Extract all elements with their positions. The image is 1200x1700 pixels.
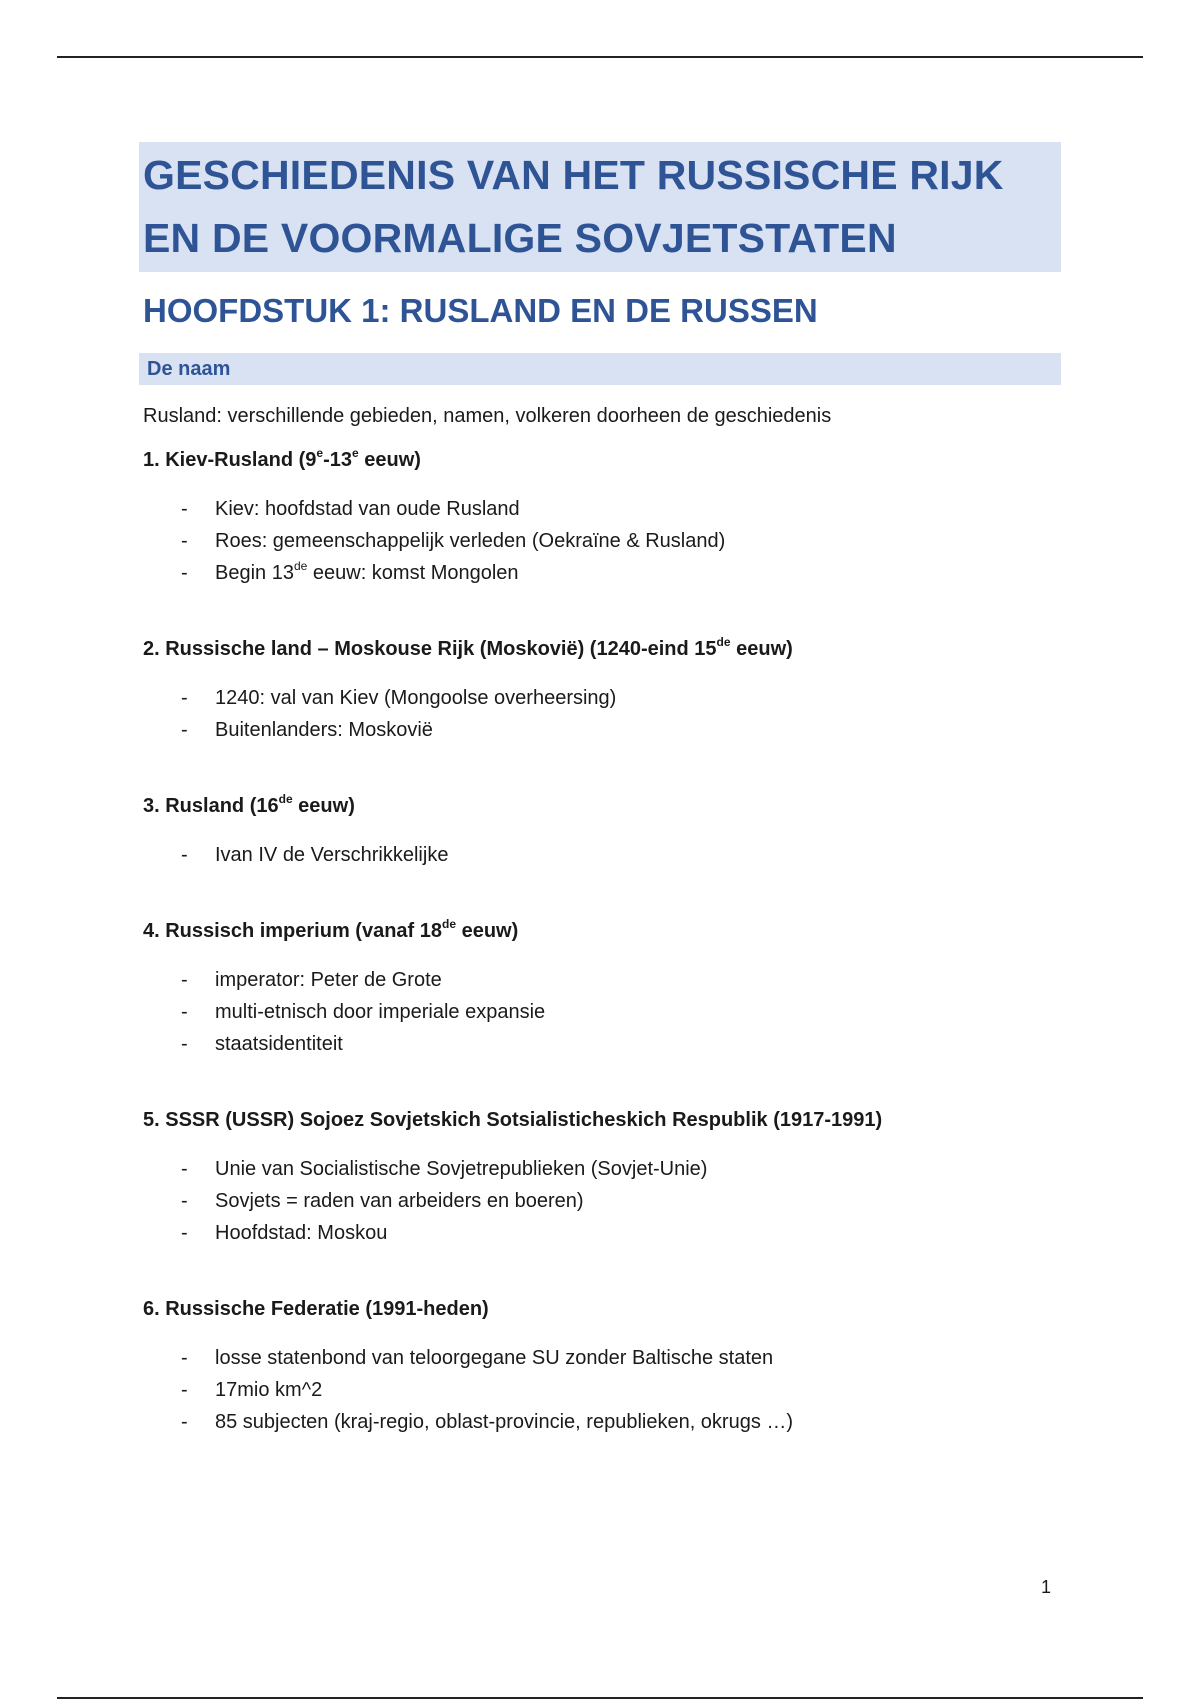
- header-rule: [57, 56, 1143, 58]
- bullet-item: - Sovjets = raden van arbeiders en boeren): [139, 1185, 1061, 1217]
- bullet-item: - Begin 13de eeuw: komst Mongolen: [139, 557, 1061, 589]
- list-item-russische-federatie: [139, 1295, 1061, 1438]
- page-number: 1: [1041, 1577, 1052, 1597]
- bullet-marker: -: [181, 1033, 188, 1055]
- bullet-list: [139, 1342, 1061, 1438]
- bullet-list: [139, 682, 1061, 746]
- item-heading: 5. SSSR (USSR) Sojoez Sovjetskich Sotsialisticheskich Respublik (1917-1991): [143, 1109, 883, 1131]
- bullet-marker: -: [181, 969, 188, 991]
- item-heading: 6. Russische Federatie (1991-heden): [143, 1298, 489, 1320]
- bullet-item: - imperator: Peter de Grote: [139, 964, 1061, 996]
- bullet-marker: -: [181, 1190, 188, 1212]
- footer-rule: [57, 1697, 1143, 1699]
- item-heading: 4. Russisch imperium (vanaf 18de eeuw): [143, 917, 519, 942]
- bullet-item: - multi-etnisch door imperiale expansie: [139, 996, 1061, 1028]
- bullet-item: - losse statenbond van teloorgegane SU zonder Baltische staten: [139, 1342, 1061, 1374]
- bullet-marker: -: [181, 498, 188, 520]
- page-content: [139, 142, 1061, 1438]
- item-heading: 1. Kiev-Rusland (9e-13e eeuw): [143, 446, 421, 471]
- list-item-russisch-imperium: [139, 917, 1061, 1060]
- bullet-item: - Kiev: hoofdstad van oude Rusland: [139, 493, 1061, 525]
- bullet-item: - Hoofdstad: Moskou: [139, 1217, 1061, 1249]
- bullet-item: - Roes: gemeenschappelijk verleden (Oekraïne & Rusland): [139, 525, 1061, 557]
- list-item-kiev-rusland: [139, 446, 1061, 589]
- bullet-item: - 17mio km^2: [139, 1374, 1061, 1406]
- bullet-list: [139, 1153, 1061, 1249]
- bullet-marker: -: [181, 719, 188, 741]
- bullet-marker: -: [181, 687, 188, 709]
- document-title: GESCHIEDENIS VAN HET RUSSISCHE RIJK EN DE VOORMALIGE SOVJETSTATEN: [139, 142, 1061, 272]
- bullet-item: - Unie van Socialistische Sovjetrepublieken (Sovjet-Unie): [139, 1153, 1061, 1185]
- bullet-item: - staatsidentiteit: [139, 1028, 1061, 1060]
- list-item-sssr: [139, 1106, 1061, 1249]
- item-heading: 2. Russische land – Moskouse Rijk (Moskovië) (1240-eind 15de eeuw): [143, 635, 793, 660]
- bullet-marker: -: [181, 1001, 188, 1023]
- bullet-list: [139, 839, 1061, 871]
- bullet-list: [139, 964, 1061, 1060]
- bullet-item: - 85 subjecten (kraj-regio, oblast-provincie, republieken, okrugs …): [139, 1406, 1061, 1438]
- chapter-title: HOOFDSTUK 1: RUSLAND EN DE RUSSEN: [143, 292, 818, 329]
- bullet-marker: -: [181, 1379, 188, 1401]
- bullet-item: - Ivan IV de Verschrikkelijke: [139, 839, 1061, 871]
- bullet-marker: -: [181, 1158, 188, 1180]
- list-item-rusland: [139, 792, 1061, 871]
- item-heading: 3. Rusland (16de eeuw): [143, 792, 355, 817]
- bullet-marker: -: [181, 1411, 188, 1433]
- bullet-item: - 1240: val van Kiev (Mongoolse overheersing): [139, 682, 1061, 714]
- bullet-marker: -: [181, 530, 188, 552]
- list-item-moskouse-rijk: [139, 635, 1061, 746]
- bullet-marker: -: [181, 1222, 188, 1244]
- bullet-marker: -: [181, 1347, 188, 1369]
- section-heading: De naam: [139, 353, 1061, 385]
- bullet-marker: -: [181, 844, 188, 866]
- bullet-list: [139, 493, 1061, 589]
- bullet-marker: -: [181, 562, 188, 584]
- intro-paragraph: Rusland: verschillende gebieden, namen, volkeren doorheen de geschiedenis: [143, 405, 832, 427]
- bullet-item: - Buitenlanders: Moskovië: [139, 714, 1061, 746]
